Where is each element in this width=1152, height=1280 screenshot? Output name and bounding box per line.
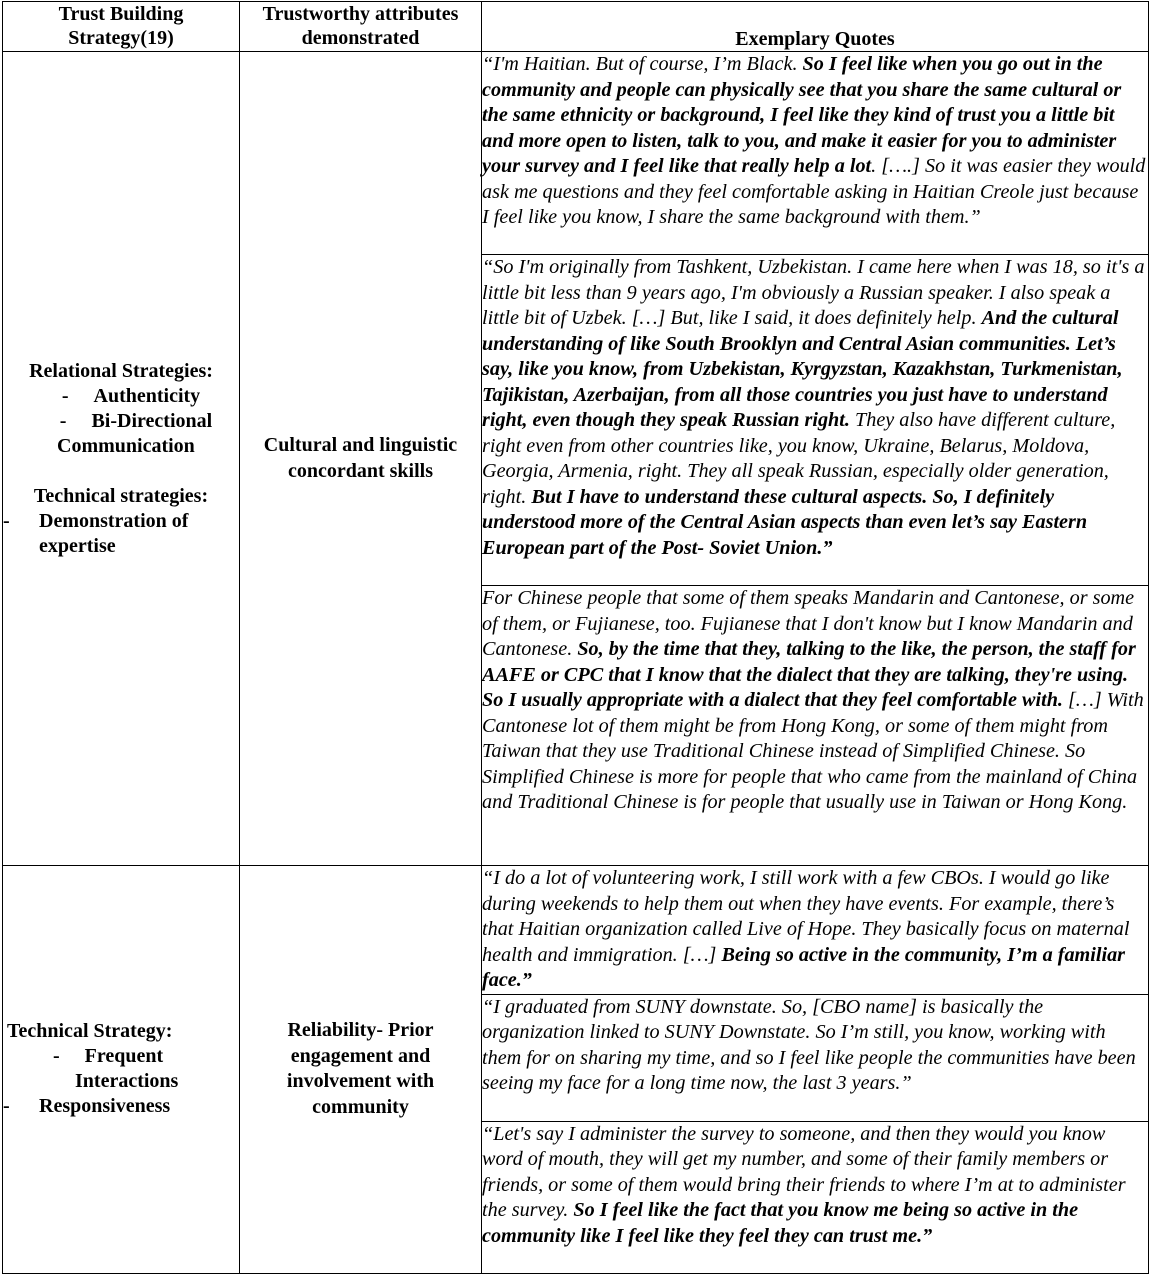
header-trustworthy-attributes xyxy=(240,2,482,52)
quote-cell: “I graduated from SUNY downstate. So, [CBO name] is basically the organization linked to SUNY Downstate. So I’m still, you know, working with them for on sharing my time, and so I feel like people the communities have been seeing my face for a long time now, the last 3 years.” xyxy=(482,994,1149,1121)
attribute-line: Reliability- Prior xyxy=(287,1019,434,1042)
header-col2-line2: demonstrated xyxy=(301,27,420,49)
strategy-item: - Responsiveness xyxy=(3,1095,171,1118)
attribute-line: involvement with xyxy=(286,1070,435,1093)
strategy-title-relational: Relational Strategies: xyxy=(29,359,213,382)
attribute-cell-reliability xyxy=(240,866,482,1274)
quote-cell: For Chinese people that some of them speaks Mandarin and Cantonese, or some of them, or Fujianese, too. Fujianese that I don't know but I know Mandarin and Cantonese. So, by the time that they, talking to the like, the person, the staff for AAFE or CPC that I know that the dialect that they are talking, they're using. So I usually appropriate with a dialect that they feel comfortable with. […] With Cantonese lot of them might be from Hong Kong, or some of them might from Taiwan that they use Traditional Chinese instead of Simplified Chinese. So Simplified Chinese is more for people that who came from the mainland of China and Traditional Chinese is for people that usually use in Taiwan or Hong Kong. xyxy=(482,586,1149,866)
header-exemplary-quotes xyxy=(482,2,1149,52)
attribute-line: Cultural and linguistic xyxy=(263,434,458,456)
quote-cell: “So I'm originally from Tashkent, Uzbekistan. I came here when I was 18, so it's a little bit less than 9 years ago, I'm obviously a Russian speaker. I also speak a little bit of Uzbek. […] But, like I said, it does definitely help. And the cultural understanding of like South Brooklyn and Central Asian communities. Let’s say, like you know, from Uzbekistan, Kyrgyzstan, Kazakhstan, Turkmenistan, Tajikistan, Azerbaijan, from all those countries you just have to understand right, even though they speak Russian right. They also have different culture, right even from other countries like, you know, Ukraine, Belarus, Moldova, Georgia, Armenia, right. They all speak Russian, especially older generation, right. But I have to understand these cultural aspects. So, I definitely understood more of the Central Asian aspects than even let’s say Eastern European part of the Post- Soviet Union.” xyxy=(482,255,1149,586)
header-col1-line1: Trust Building xyxy=(58,3,184,25)
attribute-line: community xyxy=(312,1095,409,1118)
strategy-cell-relational xyxy=(3,52,240,866)
table-row xyxy=(3,866,1149,995)
header-col1-line2: Strategy(19) xyxy=(68,27,174,49)
quote-cell: “Let's say I administer the survey to someone, and then they would you know word of mouth, they will get my number, and some of their family members or friends, or some of them would bring their friends to where I’m at to administer the survey. So I feel like the fact that you know me being so active in the community like I feel like they feel they can trust me.” xyxy=(482,1121,1149,1273)
strategy-item: - Frequent xyxy=(53,1045,164,1068)
strategy-item-continuation: Interactions xyxy=(75,1070,179,1093)
strategy-title-technical: Technical Strategy: xyxy=(7,1020,173,1043)
header-trust-building-strategy xyxy=(3,2,240,52)
attribute-line: engagement and xyxy=(290,1044,431,1067)
exemplary-quotes-table xyxy=(2,1,1149,1274)
strategy-item-continuation: Communication xyxy=(57,434,195,457)
header-col2-line1: Trustworthy attributes xyxy=(262,3,459,25)
strategy-title-technical: Technical strategies: xyxy=(33,484,209,507)
header-row xyxy=(3,2,1149,52)
header-col3-label: Exemplary Quotes xyxy=(735,28,895,50)
strategy-item: - Bi-Directional xyxy=(59,409,213,432)
strategy-cell-technical xyxy=(3,866,240,1274)
strategy-item: - Authenticity xyxy=(61,384,201,407)
strategy-item-continuation: expertise xyxy=(39,534,116,557)
table-row xyxy=(3,52,1149,255)
strategy-item: - Demonstration of xyxy=(3,509,189,532)
quote-cell: “I do a lot of volunteering work, I still work with a few CBOs. I would go like during weekends to help them out when they have events. For example, there’s that Haitian organization called Live of Hope. They basically focus on maternal health and immigration. […] Being so active in the community, I’m a familiar face.” xyxy=(482,866,1149,995)
attribute-cell-cultural xyxy=(240,52,482,866)
quote-cell: “I'm Haitian. But of course, I’m Black. So I feel like when you go out in the community and people can physically see that you share the same cultural or the same ethnicity or background, I feel like they kind of trust you a little bit and more open to listen, talk to you, and make it easier for you to administer your survey and I feel like that really help a lot. [….] So it was easier they would ask me questions and they feel comfortable asking in Haitian Creole just because I feel like you know, I share the same background with them.” xyxy=(482,52,1149,255)
attribute-line: concordant skills xyxy=(287,459,434,482)
